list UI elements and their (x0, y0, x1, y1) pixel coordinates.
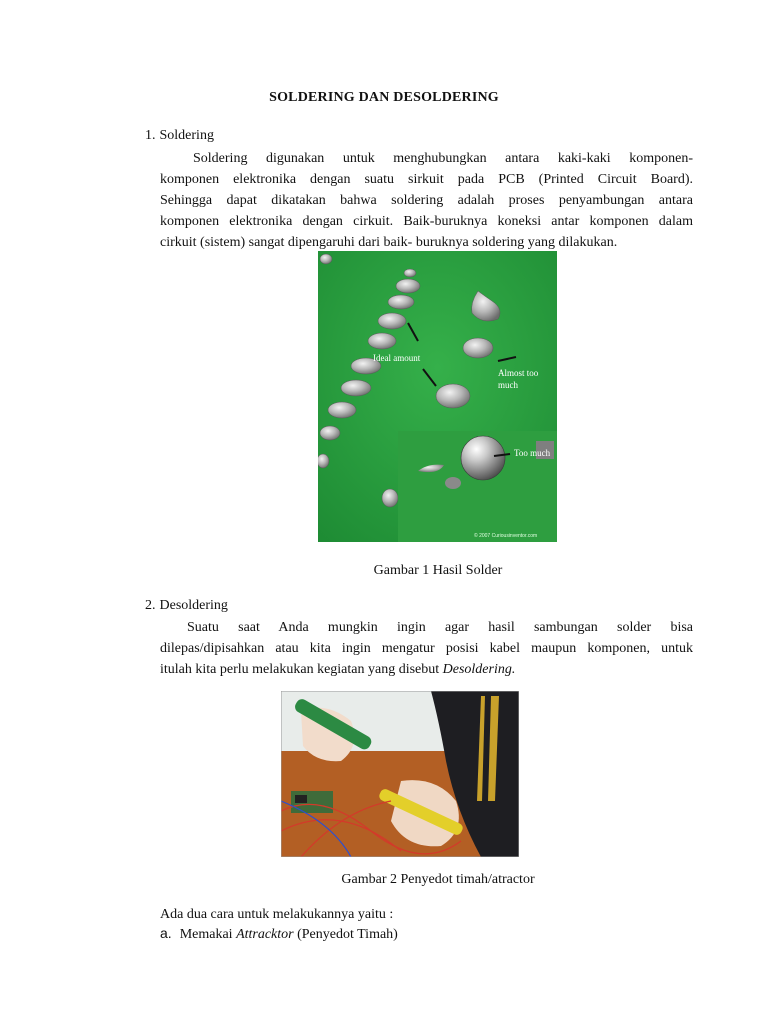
list-marker: a. (160, 925, 172, 941)
list-item-text-suffix: (Penyedot Timah) (293, 927, 398, 942)
document-title: SOLDERING DAN DESOLDERING (269, 90, 499, 105)
paragraph-line: komponen elektronika dengan suatu sirkuit pada PCB (Printed Circuit Board). (160, 172, 693, 187)
section-1-heading (145, 128, 214, 144)
list-item-a (160, 925, 398, 943)
paragraph-line (160, 659, 693, 680)
paragraph-line-text: itulah kita perlu melakukan kegiatan yang disebut (160, 662, 443, 677)
list-item-text: Memakai (179, 927, 237, 942)
label-ideal-amount: Ideal amount (373, 353, 421, 363)
label-much: much (498, 380, 518, 390)
paragraph-line: Soldering digunakan untuk menghubungkan antara kaki-kaki komponen- (193, 151, 693, 166)
paragraph-line: cirkuit (sistem) sangat dipengaruhi dari baik- buruknya soldering yang dilakukan. (160, 235, 618, 250)
label-too-much: Too much (514, 448, 551, 458)
section-2-heading (145, 598, 228, 614)
label-almost-too: Almost too (498, 368, 539, 378)
figure-1-caption: Gambar 1 Hasil Solder (373, 563, 503, 578)
desoldering-term: Desoldering. (442, 662, 516, 677)
section-1-title: Soldering (159, 128, 214, 143)
attracktor-term: Attracktor (236, 927, 294, 942)
section-2-title: Desoldering (159, 598, 228, 613)
figure-2-caption: Gambar 2 Penyedot timah/atractor (341, 872, 535, 887)
section-2-number: 2. (145, 598, 156, 613)
section-2-paragraph (160, 617, 693, 680)
paragraph-line: dilepas/dipisahkan atau kita ingin mengatur posisi kabel maupun komponen, untuk (160, 641, 693, 656)
section-1-number: 1. (145, 128, 156, 143)
paragraph-line: Suatu saat Anda mungkin ingin agar hasil sambungan solder bisa (187, 620, 693, 635)
paragraph-line: komponen elektronika dengan cirkuit. Baik-buruknya koneksi antar komponen dalam (160, 214, 693, 229)
figure-1-solder-results-photo (318, 251, 557, 542)
paragraph-line: Sehingga dapat dikatakan bahwa soldering adalah proses penyambungan antara (160, 193, 693, 208)
section-1-paragraph (160, 148, 693, 253)
outro-text: Ada dua cara untuk melakukannya yaitu : (160, 907, 394, 922)
figure-2-desoldering-pump-photo (281, 691, 519, 857)
photo-copyright: © 2007 Curiousinventor.com (474, 533, 538, 539)
